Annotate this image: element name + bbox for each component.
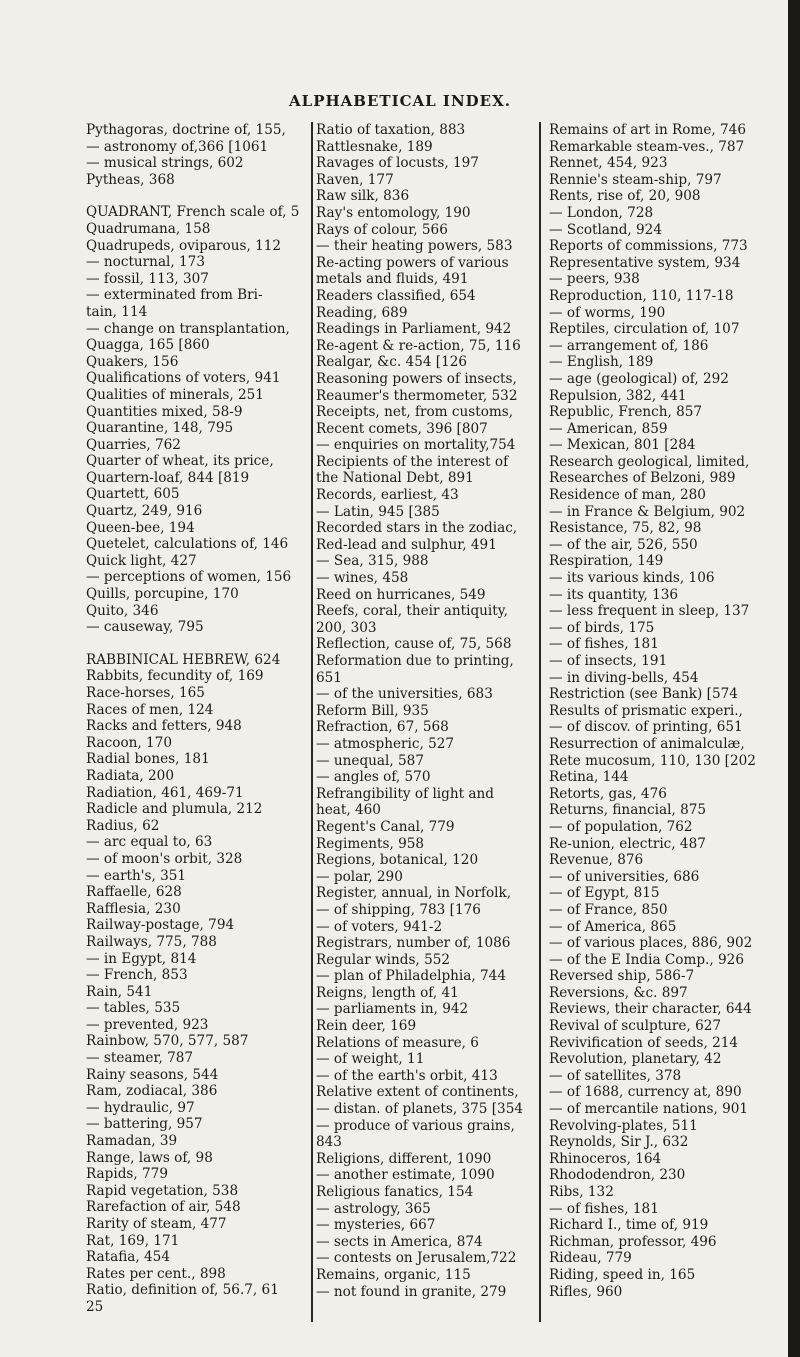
index-entry: Recipients of the interest of (316, 453, 509, 470)
index-entry: Red-lead and sulphur, 491 (316, 536, 497, 553)
index-entry: Reed on hurricanes, 549 (316, 586, 486, 603)
index-entry: Reformation due to printing, (316, 653, 514, 669)
index-entry: — change on transplantation, (86, 320, 290, 337)
index-entry: — of the E India Comp., 926 (549, 951, 744, 968)
index-entry: — wines, 458 (316, 570, 409, 587)
index-entry: Readers classified, 654 (316, 287, 476, 304)
index-entry: Religious fanatics, 154 (316, 1184, 474, 1200)
index-entry: — Sea, 315, 988 (316, 553, 429, 570)
index-entry: — less frequent in sleep, 137 (549, 603, 750, 620)
index-entry: Refraction, 67, 568 (316, 719, 449, 736)
index-entry: Rainbow, 570, 577, 587 (86, 1033, 249, 1050)
index-entry: — of population, 762 (549, 818, 693, 835)
index-entry: Rafflesia, 230 (86, 900, 181, 917)
index-entry: heat, 460 (316, 802, 381, 819)
index-entry: Rapids, 779 (86, 1166, 168, 1183)
index-entry: — mysteries, 667 (316, 1217, 436, 1234)
index-entry: 651 (316, 669, 342, 686)
index-entry: — of fishes, 181 (549, 1200, 659, 1217)
section-gap (86, 636, 310, 652)
index-entry: Richard I., time of, 919 (549, 1217, 709, 1234)
index-entry: — of weight, 11 (316, 1051, 425, 1068)
index-entry: — earth's, 351 (86, 867, 187, 884)
index-entry: Reading, 689 (316, 304, 408, 321)
index-entry: — age (geological) of, 292 (549, 370, 729, 387)
index-entry: Rabbits, fecundity of, 169 (86, 668, 264, 685)
index-entry: Reports of commissions, 773 (549, 238, 748, 255)
index-entry: Regent's Canal, 779 (316, 818, 455, 835)
index-entry: Rents, rise of, 20, 908 (549, 188, 701, 205)
index-entry: Ramadan, 39 (86, 1133, 178, 1150)
page-edge-shadow (788, 0, 800, 1357)
index-entry: Quarantine, 148, 795 (86, 420, 234, 437)
index-entry: Recent comets, 396 [807 (316, 420, 488, 437)
index-entry: Receipts, net, from customs, (316, 404, 514, 421)
index-entry: Reynolds, Sir J., 632 (549, 1134, 689, 1151)
index-entry: 25 (86, 1298, 104, 1315)
index-entry: — hydraulic, 97 (86, 1099, 195, 1116)
index-entry: — in France & Belgium, 902 (549, 503, 746, 520)
index-entry: — of insects, 191 (549, 653, 668, 669)
index-entry: — Mexican, 801 [284 (549, 437, 696, 454)
index-entry: Resistance, 75, 82, 98 (549, 520, 702, 537)
index-entry: Radiata, 200 (86, 767, 174, 784)
index-entry: Ram, zodiacal, 386 (86, 1083, 218, 1100)
index-entry: Richman, professor, 496 (549, 1233, 717, 1250)
index-entry: Rain, 541 (86, 983, 153, 1000)
index-entry: — French, 853 (86, 967, 188, 984)
index-entry: Quartett, 605 (86, 486, 180, 503)
index-entry: Remains, organic, 115 (316, 1266, 471, 1283)
index-entry: Quadrumana, 158 (86, 220, 211, 237)
index-entry: QUADRANT, French scale of, 5 (86, 204, 300, 221)
index-entry: Ratafia, 454 (86, 1249, 170, 1266)
index-entry: metals and fluids, 491 (316, 271, 469, 288)
index-entry: — English, 189 (549, 354, 654, 371)
index-entry: Rhinoceros, 164 (549, 1150, 662, 1167)
index-entry: Racoon, 170 (86, 734, 172, 751)
index-entry: Re-union, electric, 487 (549, 835, 706, 852)
index-entry: — not found in granite, 279 (316, 1283, 507, 1300)
index-entry: — of 1688, currency at, 890 (549, 1084, 742, 1101)
index-entry: Queen-bee, 194 (86, 519, 195, 536)
index-entry: tain, 114 (86, 303, 148, 320)
index-entry: — of the universities, 683 (316, 686, 493, 703)
index-entry: Ribs, 132 (549, 1184, 614, 1200)
index-entry: Rays of colour, 566 (316, 221, 448, 238)
index-entry: Reaumer's thermometer, 532 (316, 387, 518, 404)
index-entry: Representative system, 934 (549, 254, 741, 271)
index-entry: Racks and fetters, 948 (86, 718, 242, 735)
index-entry: Raffaelle, 628 (86, 884, 182, 901)
index-entry: Reefs, coral, their antiquity, (316, 603, 508, 620)
index-entry: Residence of man, 280 (549, 487, 706, 504)
index-column-1 (86, 122, 310, 1316)
index-entry: — nocturnal, 173 (86, 254, 205, 271)
index-entry: Revolving-plates, 511 (549, 1117, 698, 1134)
index-column-3 (549, 122, 767, 1300)
index-entry: Relative extent of continents, (316, 1084, 519, 1101)
index-entry: Regular winds, 552 (316, 951, 451, 968)
index-entry: Rapid vegetation, 538 (86, 1182, 239, 1199)
index-entry: Reasoning powers of insects, (316, 370, 517, 387)
index-entry: Quetelet, calculations of, 146 (86, 536, 289, 553)
index-entry: — of Egypt, 815 (549, 885, 660, 902)
index-entry: Revival of sculpture, 627 (549, 1018, 722, 1035)
index-entry: — of America, 865 (549, 918, 677, 935)
index-entry: — London, 728 (549, 204, 654, 221)
index-entry: Restriction (see Bank) [574 (549, 686, 738, 703)
index-entry: — angles of, 570 (316, 769, 431, 786)
index-entry: Pythagoras, doctrine of, 155, (86, 122, 286, 138)
index-entry: — sects in America, 874 (316, 1233, 483, 1250)
index-entry: Reptiles, circulation of, 107 (549, 321, 740, 338)
index-entry: Re-agent & re-action, 75, 116 (316, 337, 521, 354)
index-entry: — in diving-bells, 454 (549, 669, 699, 686)
index-entry: Quartz, 249, 916 (86, 503, 203, 520)
index-entry: Returns, financial, 875 (549, 802, 707, 819)
index-entry: — battering, 957 (86, 1116, 203, 1133)
index-entry: Range, laws of, 98 (86, 1149, 213, 1166)
index-entry: Resurrection of animalculæ, (549, 735, 745, 752)
index-entry: Rein deer, 169 (316, 1018, 417, 1035)
index-entry: — American, 859 (549, 420, 668, 437)
index-entry: Remarkable steam-ves., 787 (549, 138, 745, 155)
index-entry: — arrangement of, 186 (549, 337, 709, 354)
index-entry: Rarity of steam, 477 (86, 1216, 227, 1232)
index-entry: — enquiries on mortality,754 (316, 437, 516, 454)
index-entry: — its various kinds, 106 (549, 570, 715, 587)
index-entry: — distan. of planets, 375 [354 (316, 1101, 523, 1118)
index-entry: Raw silk, 836 (316, 188, 410, 205)
index-entry: Reviews, their character, 644 (549, 1001, 752, 1018)
column-divider (311, 122, 313, 1322)
index-entry: Quadrupeds, oviparous, 112 (86, 237, 282, 254)
index-entry: Religions, different, 1090 (316, 1150, 492, 1167)
index-entry: 200, 303 (316, 619, 377, 636)
index-entry: Rideau, 779 (549, 1250, 632, 1267)
index-entry: — steamer, 787 (86, 1050, 194, 1067)
index-entry: Retina, 144 (549, 769, 629, 786)
index-entry: — astrology, 365 (316, 1200, 431, 1217)
index-entry: Regions, botanical, 120 (316, 852, 479, 869)
index-entry: Ratio of taxation, 883 (316, 122, 466, 138)
index-entry: Researches of Belzoni, 989 (549, 470, 736, 487)
index-entry: — parliaments in, 942 (316, 1001, 469, 1018)
index-entry: — of worms, 190 (549, 304, 666, 321)
index-entry: Quantities mixed, 58-9 (86, 403, 243, 420)
index-entry: — Latin, 945 [385 (316, 503, 440, 520)
index-entry: — of mercantile nations, 901 (549, 1101, 749, 1118)
index-entry: Reigns, length of, 41 (316, 984, 459, 1001)
page-header: ALPHABETICAL INDEX. (289, 92, 511, 110)
index-entry: Revenue, 876 (549, 852, 644, 869)
index-entry: Remains of art in Rome, 746 (549, 122, 746, 138)
index-entry: Refrangibility of light and (316, 785, 494, 802)
index-entry: Rennie's steam-ship, 797 (549, 171, 722, 188)
index-entry: Quarter of wheat, its price, (86, 453, 274, 470)
index-entry: Reversed ship, 586-7 (549, 968, 695, 985)
index-entry: — in Egypt, 814 (86, 950, 197, 967)
section-gap (86, 188, 310, 204)
index-entry: Rattlesnake, 189 (316, 138, 433, 155)
index-entry: Raven, 177 (316, 171, 394, 188)
index-entry: — astronomy of,366 [1061 (86, 138, 269, 155)
index-entry: — of the air, 526, 550 (549, 536, 698, 553)
index-entry: Registrars, number of, 1086 (316, 935, 511, 952)
index-entry: Ravages of locusts, 197 (316, 155, 479, 172)
index-entry: Ray's entomology, 190 (316, 204, 471, 221)
index-entry: — Scotland, 924 (549, 221, 662, 238)
index-entry: Railway-postage, 794 (86, 917, 235, 934)
index-entry: Research geological, limited, (549, 453, 750, 470)
index-entry: Readings in Parliament, 942 (316, 321, 512, 338)
index-entry: — atmospheric, 527 (316, 735, 455, 752)
index-entry: Rates per cent., 898 (86, 1265, 226, 1282)
index-entry: RABBINICAL HEBREW, 624 (86, 651, 281, 668)
index-entry: Quagga, 165 [860 (86, 337, 210, 354)
index-entry: 843 (316, 1134, 342, 1151)
index-entry: Riding, speed in, 165 (549, 1266, 696, 1283)
index-entry: Qualifications of voters, 941 (86, 370, 281, 387)
index-entry: Rete mucosum, 110, 130 [202 (549, 752, 756, 769)
index-entry: Quakers, 156 (86, 353, 179, 370)
index-entry: — of voters, 941-2 (316, 918, 443, 935)
index-entry: Recorded stars in the zodiac, (316, 520, 518, 537)
index-entry: — causeway, 795 (86, 619, 204, 636)
index-entry: — of various places, 886, 902 (549, 935, 753, 952)
index-entry: Rennet, 454, 923 (549, 155, 668, 172)
index-entry: — fossil, 113, 307 (86, 270, 209, 287)
index-entry: Repulsion, 382, 441 (549, 387, 687, 404)
index-entry: Rifles, 960 (549, 1283, 623, 1300)
index-entry: the National Debt, 891 (316, 470, 474, 487)
index-entry: Retorts, gas, 476 (549, 785, 667, 802)
index-entry: Radiation, 461, 469-71 (86, 784, 244, 801)
index-entry: Results of prismatic experi., (549, 702, 743, 719)
index-entry: Realgar, &c. 454 [126 (316, 354, 468, 371)
index-entry: — perceptions of women, 156 (86, 569, 292, 586)
index-entry: Quito, 346 (86, 602, 159, 619)
index-entry: — of discov. of printing, 651 (549, 719, 743, 736)
index-entry: — of moon's orbit, 328 (86, 850, 243, 867)
index-entry: Records, earliest, 43 (316, 487, 459, 504)
index-entry: Radius, 62 (86, 817, 160, 834)
index-entry: Republic, French, 857 (549, 404, 703, 421)
index-entry: Revivification of seeds, 214 (549, 1034, 739, 1051)
index-entry: — of fishes, 181 (549, 636, 659, 653)
index-entry: Rhododendron, 230 (549, 1167, 686, 1184)
index-entry: Reproduction, 110, 117-18 (549, 287, 734, 304)
index-entry: Railways, 775, 788 (86, 933, 217, 950)
index-entry: Rainy seasons, 544 (86, 1066, 219, 1083)
index-entry: — arc equal to, 63 (86, 834, 213, 851)
index-entry: — of shipping, 783 [176 (316, 901, 481, 918)
index-entry: — of satellites, 378 (549, 1067, 682, 1084)
index-entry: Quartern-loaf, 844 [819 (86, 469, 250, 486)
index-column-2 (316, 122, 532, 1300)
index-entry: — another estimate, 1090 (316, 1167, 495, 1184)
index-entry: — tables, 535 (86, 1000, 181, 1017)
index-entry: — peers, 938 (549, 271, 640, 288)
index-entry: Races of men, 124 (86, 701, 214, 718)
index-entry: Reform Bill, 935 (316, 702, 429, 719)
index-entry: — of the earth's orbit, 413 (316, 1067, 498, 1084)
index-entry: — contests on Jerusalem,722 (316, 1250, 517, 1267)
index-entry: Revolution, planetary, 42 (549, 1051, 722, 1068)
index-entry: Qualities of minerals, 251 (86, 386, 264, 403)
column-divider (539, 122, 541, 1322)
index-entry: — polar, 290 (316, 868, 403, 885)
index-entry: Radial bones, 181 (86, 751, 210, 768)
index-entry: — of universities, 686 (549, 868, 700, 885)
index-entry: Relations of measure, 6 (316, 1034, 479, 1051)
index-entry: — produce of various grains, (316, 1117, 515, 1134)
index-entry: Pytheas, 368 (86, 171, 175, 188)
index-entry: Race-horses, 165 (86, 685, 205, 701)
index-entry: — plan of Philadelphia, 744 (316, 968, 506, 985)
index-entry: — unequal, 587 (316, 752, 424, 769)
index-entry: — its quantity, 136 (549, 586, 679, 603)
index-entry: — of birds, 175 (549, 619, 655, 636)
index-entry: Rarefaction of air, 548 (86, 1199, 241, 1216)
index-entry: Register, annual, in Norfolk, (316, 885, 512, 902)
index-entry: — prevented, 923 (86, 1016, 209, 1033)
index-entry: — of France, 850 (549, 901, 668, 918)
index-entry: Reflection, cause of, 75, 568 (316, 636, 512, 653)
index-entry: Regiments, 958 (316, 835, 425, 852)
index-entry: Quarries, 762 (86, 436, 181, 453)
index-entry: Radicle and plumula, 212 (86, 801, 263, 818)
index-entry: Respiration, 149 (549, 553, 664, 570)
index-entry: — exterminated from Bri- (86, 287, 263, 304)
index-entry: Quick light, 427 (86, 552, 197, 569)
index-entry: — musical strings, 602 (86, 155, 244, 172)
index-entry: Reversions, &c. 897 (549, 984, 688, 1001)
index-entry: Ratio, definition of, 56.7, 61 (86, 1282, 279, 1299)
index-entry: — their heating powers, 583 (316, 238, 513, 255)
index-entry: Rat, 169, 171 (86, 1232, 180, 1249)
index-entry: Quills, porcupine, 170 (86, 586, 239, 603)
index-entry: Re-acting powers of various (316, 254, 509, 271)
